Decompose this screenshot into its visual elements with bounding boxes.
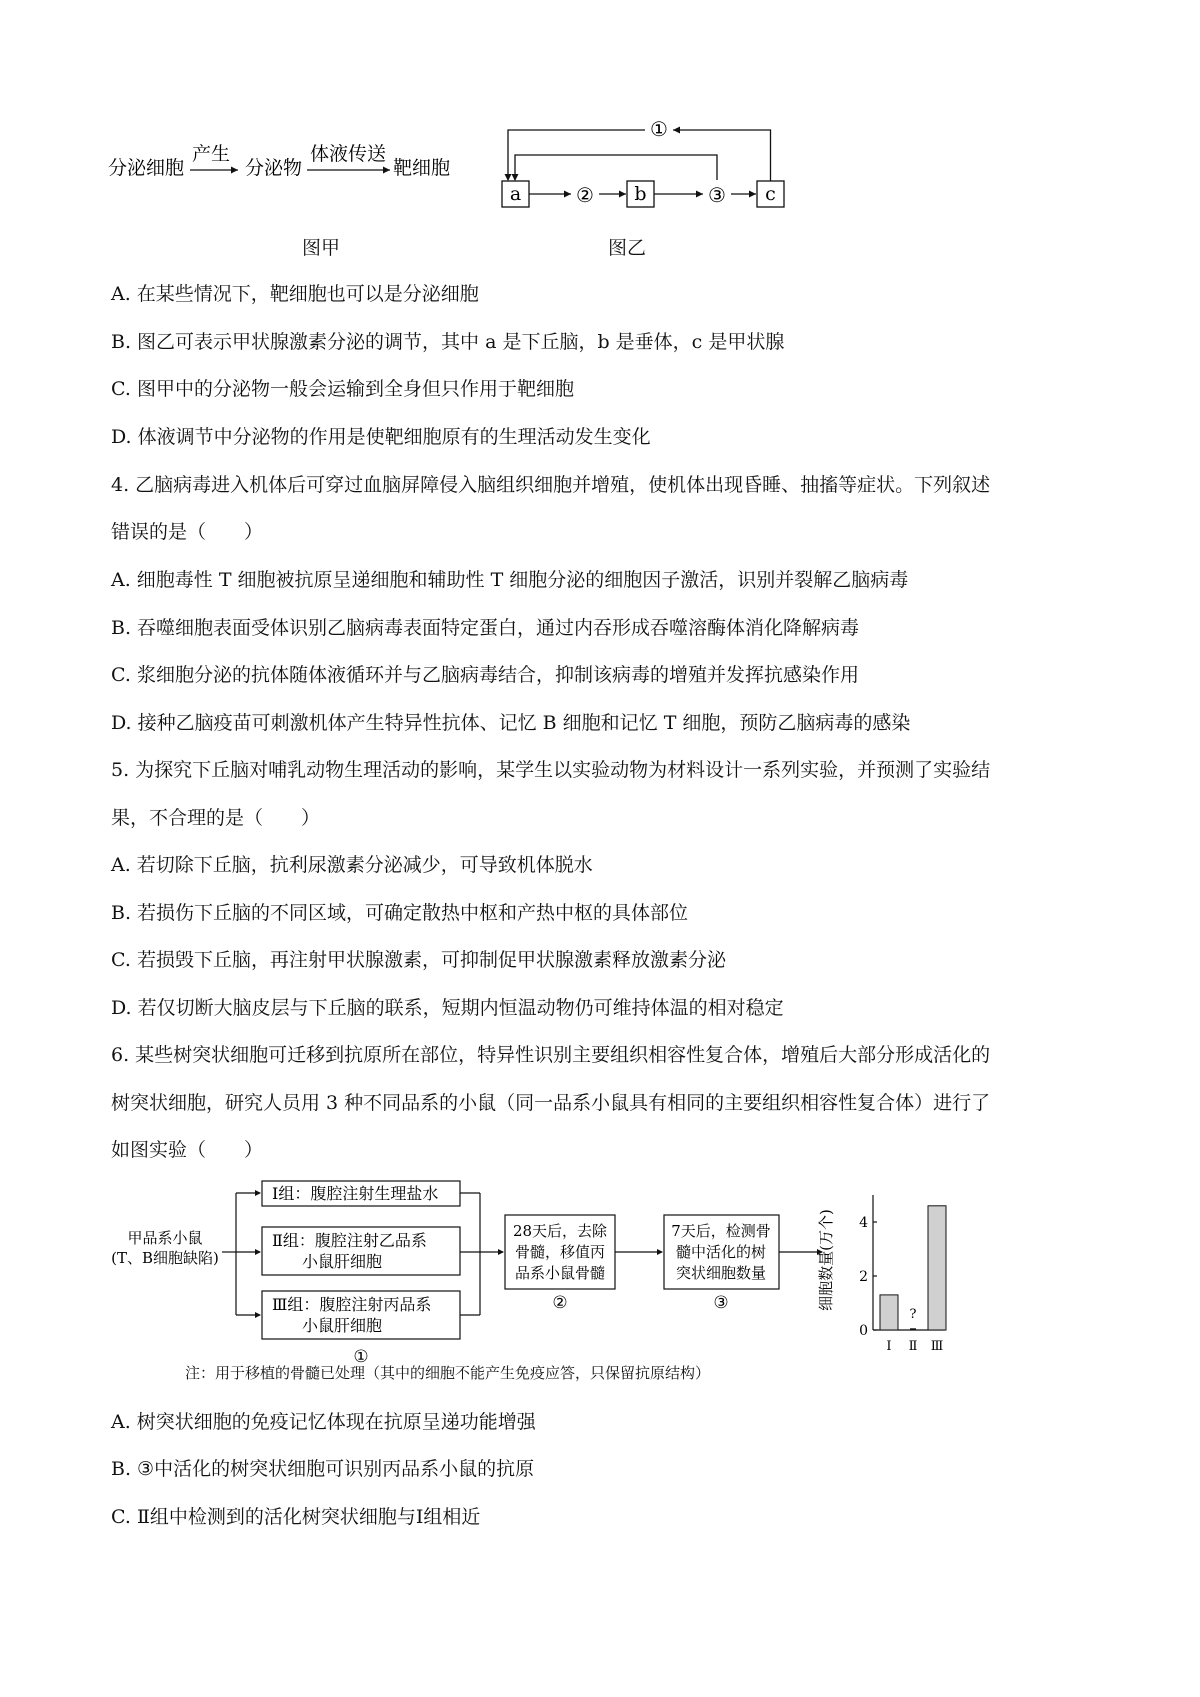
- chart-bar: [880, 1295, 898, 1330]
- svg-text:小鼠肝细胞: 小鼠肝细胞: [302, 1252, 383, 1271]
- jia-target-cell: 靶细胞: [393, 157, 451, 179]
- chart-bar: [928, 1206, 946, 1330]
- svg-text:小鼠肝细胞: 小鼠肝细胞: [302, 1316, 383, 1335]
- svg-text:28天后，去除: 28天后，去除: [512, 1222, 608, 1240]
- q3-option-d: D. 体液调节中分泌物的作用是使靶细胞原有的生理活动发生变化: [111, 426, 651, 448]
- chart-y-tick-label: 4: [859, 1215, 868, 1231]
- chart-x-tick-label: Ⅰ: [886, 1339, 892, 1354]
- flow-step-2: ②: [552, 1293, 568, 1313]
- chart-y-tick-label: 0: [859, 1323, 868, 1339]
- chart-y-axis-label: 细胞数量(万个): [817, 1209, 835, 1311]
- yi-node-1: ①: [650, 117, 668, 141]
- figure-jia-caption: 图甲: [302, 237, 341, 259]
- q6-stem-line1: 6. 某些树突状细胞可迁移到抗原所在部位，特异性识别主要组织相容性复合体，增殖后大部分形成活化的: [111, 1044, 991, 1066]
- q4-stem-line1: 4. 乙脑病毒进入机体后可穿过血脑屏障侵入脑组织细胞并增殖，使机体出现昏睡、抽搐等症状。下列叙述: [111, 474, 991, 496]
- svg-text:骨髓，移值丙: 骨髓，移值丙: [514, 1243, 606, 1261]
- q6-option-c: C. Ⅱ组中检测到的活化树突状细胞与Ⅰ组相近: [111, 1506, 481, 1528]
- jia-transport-label: 体液传送: [310, 143, 387, 165]
- q3-option-a: A. 在某些情况下，靶细胞也可以是分泌细胞: [111, 283, 479, 305]
- svg-text:Ⅲ组：腹腔注射丙品系: Ⅲ组：腹腔注射丙品系: [272, 1295, 432, 1314]
- q6-option-a: A. 树突状细胞的免疫记忆体现在抗原呈递功能增强: [111, 1411, 536, 1433]
- q6-stem-line3: 如图实验（ ）: [111, 1139, 264, 1161]
- svg-text:7天后，检测骨: 7天后，检测骨: [671, 1222, 771, 1240]
- experiment-flow-diagram: [110, 1175, 830, 1375]
- chart-y-tick-label: 2: [859, 1269, 868, 1285]
- yi-node-3: ③: [708, 183, 726, 207]
- flow-note: 注：用于移植的骨髓已处理（其中的细胞不能产生免疫应答，只保留抗原结构）: [185, 1364, 711, 1382]
- figure-jia: [100, 140, 500, 200]
- flow-step-3: ③: [713, 1293, 729, 1313]
- q5-option-c: C. 若损毁下丘脑，再注射甲状腺激素，可抑制促甲状腺激素释放激素分泌: [111, 949, 726, 971]
- chart-missing-label: ?: [909, 1307, 917, 1322]
- svg-text:c: c: [765, 183, 776, 205]
- chart-x-tick-label: Ⅲ: [930, 1339, 944, 1354]
- jia-produce-label: 产生: [192, 143, 231, 165]
- q5-stem-line2: 果，不合理的是（ ）: [111, 807, 321, 829]
- q5-stem-line1: 5. 为探究下丘脑对哺乳动物生理活动的影响，某学生以实验动物为材料设计一系列实验，并预测了实验结: [111, 759, 991, 781]
- q4-stem-line2: 错误的是（ ）: [111, 521, 264, 543]
- q6-option-b: B. ③中活化的树突状细胞可识别丙品系小鼠的抗原: [111, 1458, 535, 1480]
- svg-text:品系小鼠骨髓: 品系小鼠骨髓: [514, 1264, 606, 1282]
- q5-option-a: A. 若切除下丘脑，抗利尿激素分泌减少，可导致机体脱水: [111, 854, 593, 876]
- flow-step-1: ①: [353, 1347, 369, 1367]
- svg-text:髓中活化的树: 髓中活化的树: [675, 1243, 767, 1261]
- figure-yi-caption: 图乙: [608, 237, 647, 259]
- figure-yi: [495, 115, 815, 215]
- chart-x-tick-label: Ⅱ: [908, 1339, 918, 1354]
- svg-text:Ⅰ组：腹腔注射生理盐水: Ⅰ组：腹腔注射生理盐水: [272, 1184, 439, 1203]
- yi-node-2: ②: [576, 183, 594, 207]
- flow-mouse-label: 甲品系小鼠: [127, 1229, 203, 1247]
- svg-text:Ⅱ组：腹腔注射乙品系: Ⅱ组：腹腔注射乙品系: [272, 1231, 427, 1250]
- jia-secretory-cell: 分泌细胞: [108, 157, 185, 179]
- q6-stem-line2: 树突状细胞，研究人员用 3 种不同品系的小鼠（同一品系小鼠具有相同的主要组织相容性复合体）进行了: [111, 1092, 991, 1114]
- q5-option-d: D. 若仅切断大脑皮层与下丘脑的联系，短期内恒温动物仍可维持体温的相对稳定: [111, 997, 784, 1019]
- q3-option-b: B. 图乙可表示甲状腺激素分泌的调节，其中 a 是下丘脑，b 是垂体，c 是甲状腺: [111, 331, 785, 353]
- cell-count-bar-chart: [815, 1185, 950, 1355]
- svg-text:b: b: [634, 183, 647, 205]
- q5-option-b: B. 若损伤下丘脑的不同区域，可确定散热中枢和产热中枢的具体部位: [111, 902, 689, 924]
- q4-option-a: A. 细胞毒性 T 细胞被抗原呈递细胞和辅助性 T 细胞分泌的细胞因子激活，识别并裂解乙脑病毒: [111, 569, 909, 591]
- q4-option-b: B. 吞噬细胞表面受体识别乙脑病毒表面特定蛋白，通过内吞形成吞噬溶酶体消化降解病毒: [111, 617, 860, 639]
- q4-option-c: C. 浆细胞分泌的抗体随体液循环并与乙脑病毒结合，抑制该病毒的增殖并发挥抗感染作用: [111, 664, 859, 686]
- svg-text:a: a: [509, 183, 522, 205]
- jia-secretion: 分泌物: [245, 157, 303, 179]
- flow-mouse-note: (T、B细胞缺陷): [111, 1249, 219, 1267]
- q3-option-c: C. 图甲中的分泌物一般会运输到全身但只作用于靶细胞: [111, 378, 574, 400]
- svg-text:突状细胞数量: 突状细胞数量: [675, 1264, 767, 1282]
- q4-option-d: D. 接种乙脑疫苗可刺激机体产生特异性抗体、记忆 B 细胞和记忆 T 细胞，预防乙脑病毒的感染: [111, 712, 911, 734]
